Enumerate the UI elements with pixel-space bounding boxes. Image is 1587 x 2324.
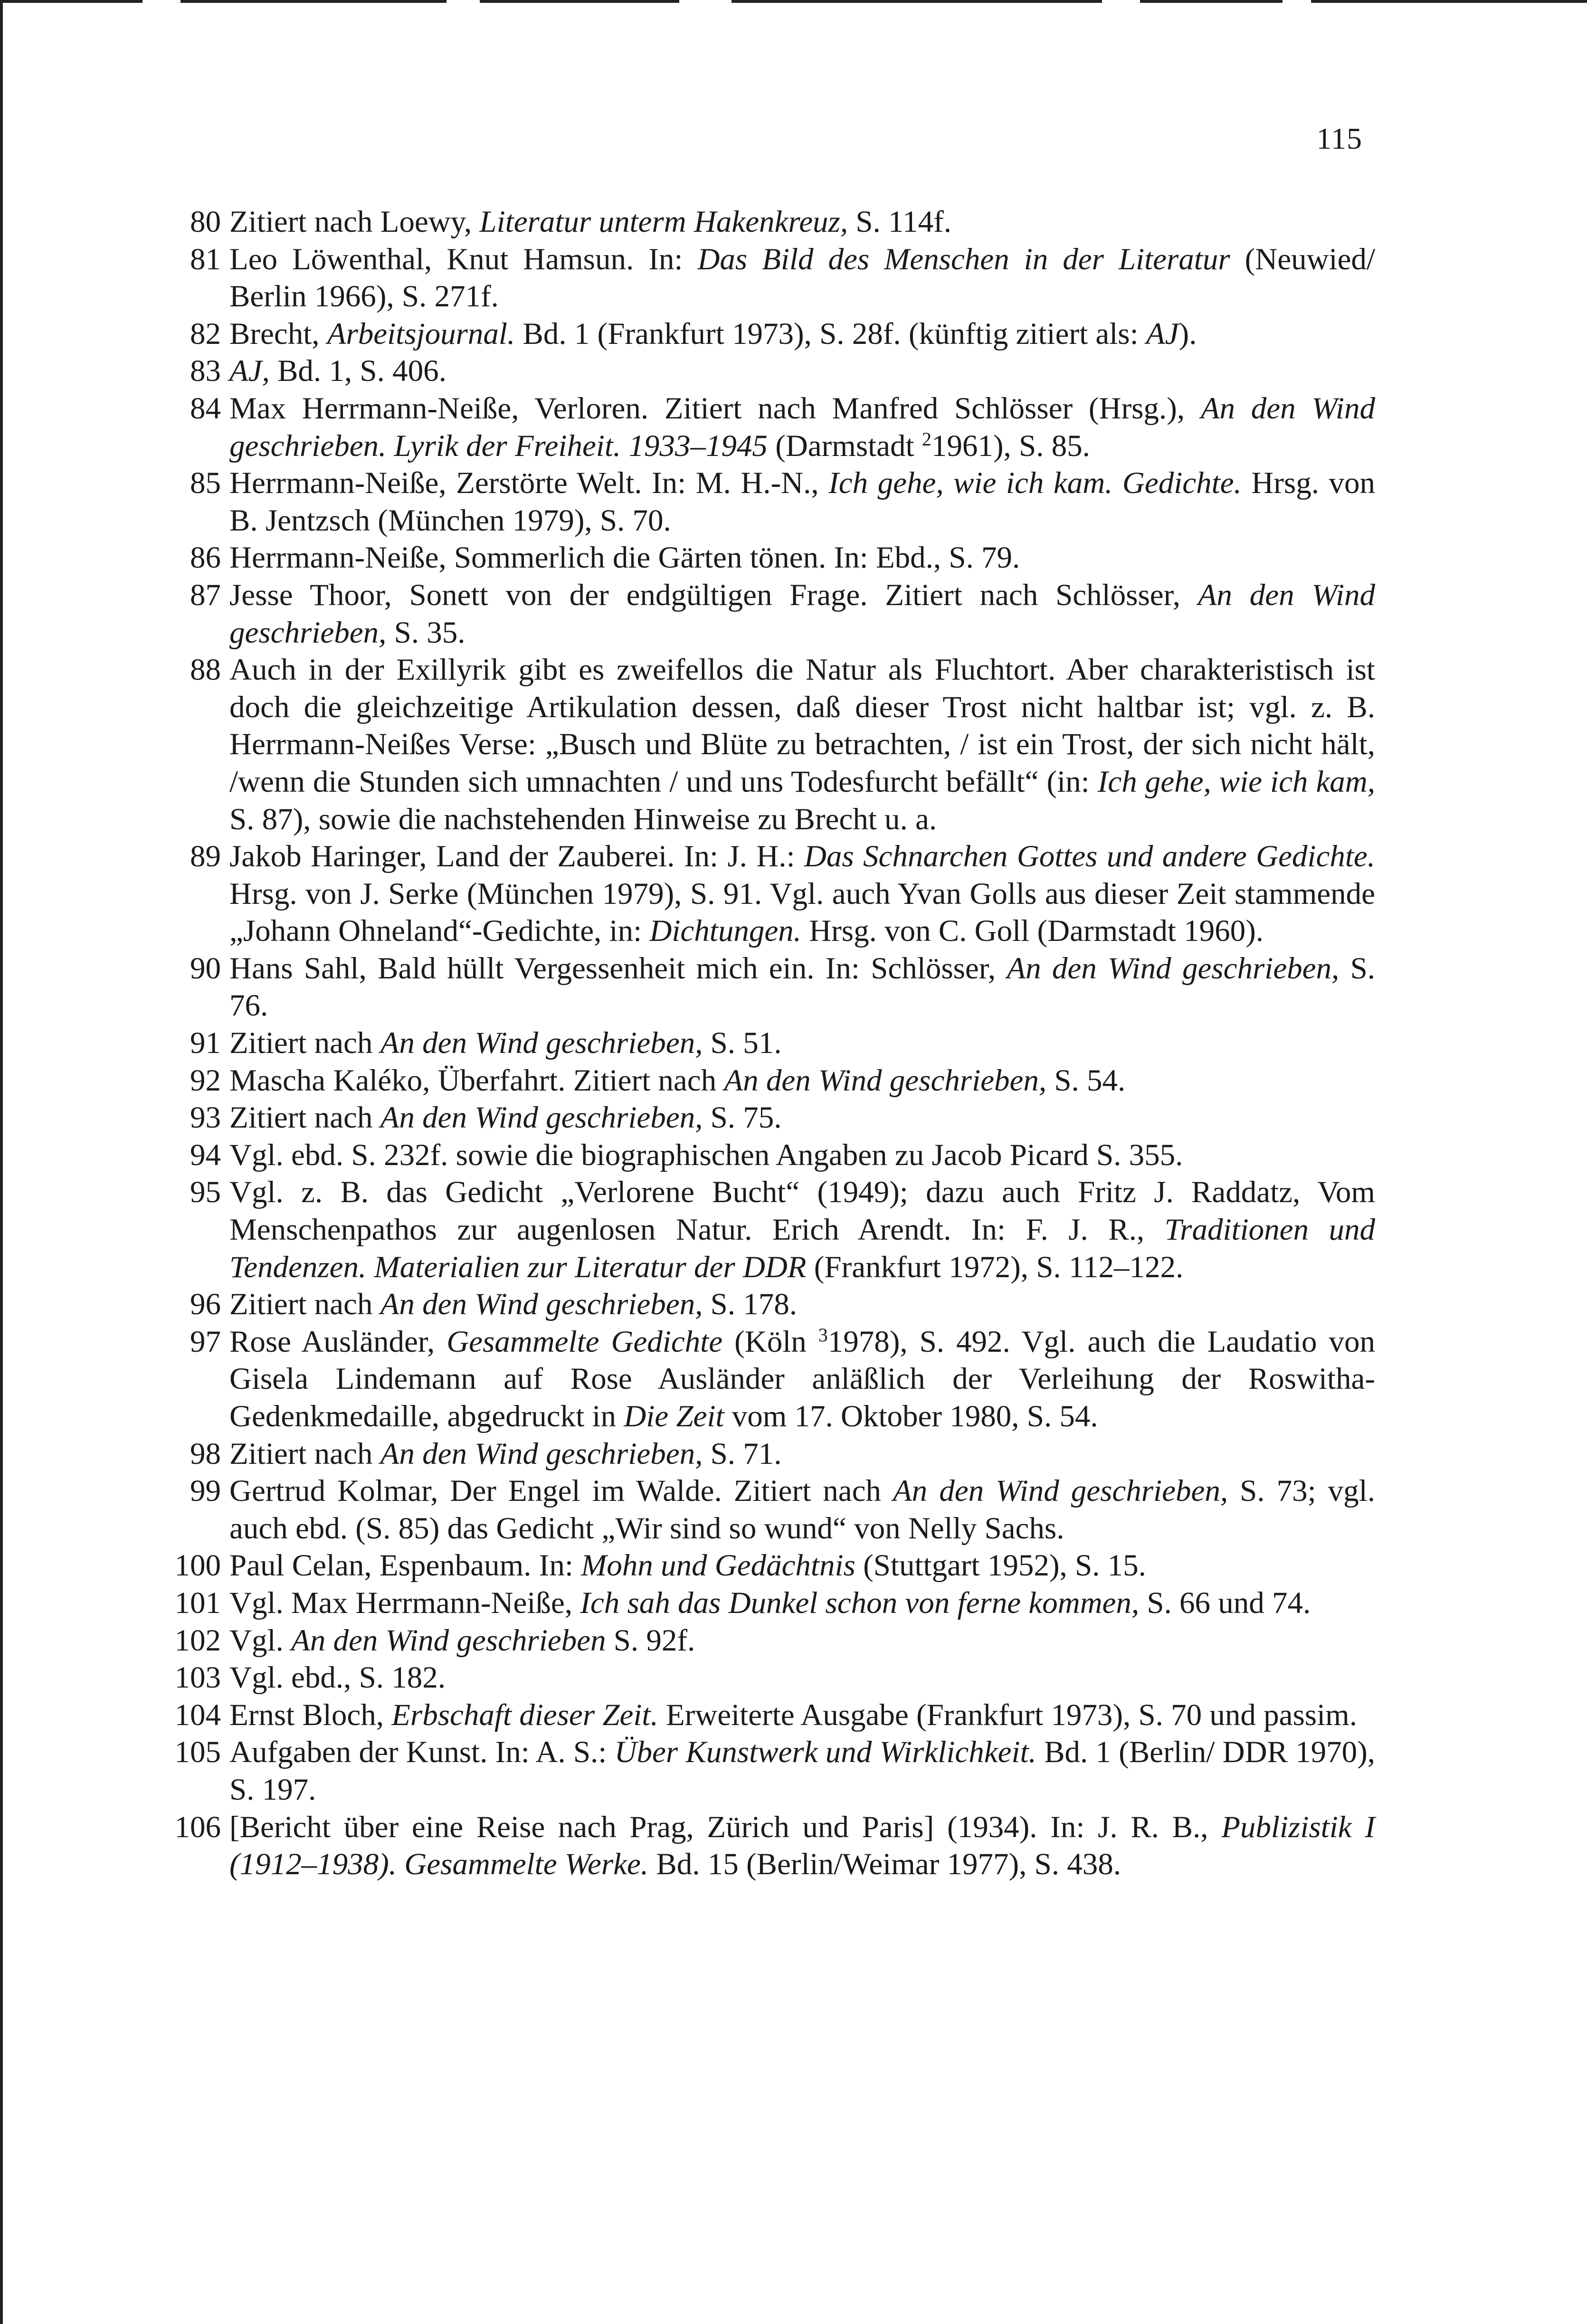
- text-run: Jesse Thoor, Sonett von der endgültigen Frage. Zitiert nach Schlösser,: [229, 578, 1198, 612]
- edition-superscript: 3: [818, 1324, 828, 1346]
- footnote-number: 86: [190, 541, 221, 575]
- footnote-text: [229, 1810, 1375, 1882]
- italic-title: An den Wind geschrieben: [291, 1623, 606, 1658]
- footnote: [164, 241, 1375, 315]
- italic-title: Ich sah das Dunkel schon von ferne kommen,: [580, 1585, 1140, 1620]
- footnote-text: [229, 1623, 695, 1658]
- footnote-number: 102: [174, 1623, 221, 1658]
- text-run: S. 76.: [229, 951, 1375, 1023]
- footnote-number: 82: [190, 316, 221, 351]
- footnote-text: [229, 354, 447, 388]
- text-run: Hans Sahl, Bald hüllt Vergessenheit mich ein. In: Schlösser,: [229, 951, 1007, 986]
- footnote-text: [229, 1586, 1311, 1620]
- footnote: [164, 838, 1375, 950]
- italic-title: Über Kunstwerk und Wirklichkeit.: [614, 1735, 1036, 1770]
- italic-title: Arbeitsjournal.: [327, 316, 515, 351]
- footnote-text: [229, 1325, 1375, 1433]
- text-run: Hrsg. von B. Jentzsch (München 1979), S. 70.: [229, 466, 1375, 538]
- italic-title: An den Wind geschrieben,: [1007, 951, 1340, 986]
- footnote-text: [229, 839, 1375, 948]
- page-number: 115: [1316, 122, 1362, 155]
- text-run: (Frankfurt 1972), S. 112–122.: [806, 1250, 1184, 1284]
- footnote-number: 85: [190, 466, 221, 501]
- text-run: Zitiert nach Loewy,: [229, 205, 480, 239]
- text-run: S. 51.: [703, 1026, 782, 1061]
- italic-title: An den Wind geschrieben,: [724, 1063, 1047, 1098]
- top-edge-rule: [0, 0, 1587, 4]
- text-run: Zitiert nach: [229, 1100, 380, 1135]
- footnote-number: 106: [174, 1810, 221, 1844]
- footnote-text: [229, 1175, 1375, 1284]
- left-page-edge: [0, 0, 3, 2324]
- text-run: Bd. 1, S. 406.: [269, 354, 447, 389]
- italic-title: An den Wind geschrieben,: [380, 1100, 703, 1135]
- text-run: S. 54.: [1046, 1063, 1126, 1098]
- footnote-number: 91: [190, 1026, 221, 1061]
- text-run: Paul Celan, Espenbaum. In:: [229, 1548, 581, 1583]
- text-run: Vgl. z. B. das Gedicht „Verlorene Bucht“ (1949); dazu auch Fritz J. Raddatz, Vom Menschenpathos zur augenlosen Natur. Erich Arendt. In: F. J. R.,: [229, 1175, 1375, 1247]
- footnote-text: [229, 1100, 782, 1135]
- footnote: [164, 950, 1375, 1024]
- footnote-number: 88: [190, 653, 221, 687]
- footnote-number: 99: [190, 1474, 221, 1508]
- footnote-text: [229, 1660, 446, 1695]
- text-run: Vgl. Max Herrmann-Neiße,: [229, 1585, 580, 1620]
- italic-title: AJ,: [229, 354, 270, 389]
- footnote: [164, 1024, 1375, 1062]
- footnote-number: 95: [190, 1175, 221, 1210]
- italic-title: Dichtungen.: [649, 914, 801, 949]
- italic-title: An den Wind geschrieben,: [380, 1026, 703, 1061]
- text-run: S. 114f.: [848, 205, 951, 239]
- footnote-text: [229, 1474, 1375, 1546]
- footnote-number: 96: [190, 1287, 221, 1322]
- footnote-number: 84: [190, 391, 221, 426]
- italic-title: Gesammelte Gedichte: [447, 1324, 723, 1359]
- footnote: [164, 539, 1375, 577]
- italic-title: Mohn und Gedächtnis: [581, 1548, 855, 1583]
- italic-title: Publizistik I (1912–1938). Gesammelte Werke.: [229, 1810, 1375, 1882]
- text-run: S. 87), sowie die nachstehenden Hinweise zu Brecht u. a.: [229, 802, 937, 836]
- footnote-number: 80: [190, 205, 221, 239]
- footnote: [164, 1734, 1375, 1808]
- text-run: Max Herrmann-Neiße, Verloren. Zitiert nach Manfred Schlösser (Hrsg.),: [229, 391, 1201, 426]
- text-run: (Stuttgart 1952), S. 15.: [855, 1548, 1146, 1583]
- footnote-number: 103: [174, 1660, 221, 1695]
- footnote: [164, 1137, 1375, 1174]
- italic-title: An den Wind geschrieben,: [893, 1474, 1228, 1508]
- footnote-text: [229, 1437, 782, 1471]
- text-run: Brecht,: [229, 316, 327, 351]
- footnote: [164, 1286, 1375, 1323]
- footnote: [164, 651, 1375, 838]
- text-run: (Neuwied/ Berlin 1966), S. 271f.: [229, 242, 1375, 314]
- italic-title: Das Bild des Menschen in der Literatur: [697, 242, 1230, 276]
- text-run: Zitiert nach: [229, 1026, 380, 1061]
- text-run: Bd. 1 (Berlin/ DDR 1970), S. 197.: [229, 1735, 1375, 1807]
- text-run: Herrmann-Neiße, Sommerlich die Gärten tönen. In: Ebd., S. 79.: [229, 541, 1020, 575]
- italic-title: AJ: [1146, 316, 1179, 351]
- text-run: Hrsg. von C. Goll (Darmstadt 1960).: [801, 914, 1264, 949]
- footnote-number: 97: [190, 1324, 221, 1359]
- italic-title: An den Wind geschrieben. Lyrik der Freiheit. 1933–1945: [229, 391, 1375, 463]
- footnote-text: [229, 1026, 782, 1060]
- footnote: [164, 1697, 1375, 1734]
- footnote: [164, 390, 1375, 465]
- footnote-text: [229, 653, 1375, 836]
- italic-title: Erbschaft dieser Zeit.: [391, 1698, 658, 1732]
- footnote-text: [229, 951, 1375, 1023]
- footnote-number: 90: [190, 951, 221, 986]
- footnote: [164, 203, 1375, 241]
- footnote-text: [229, 466, 1375, 538]
- footnote: [164, 577, 1375, 651]
- footnote-number: 104: [174, 1698, 221, 1732]
- text-run: Bd. 1 (Frankfurt 1973), S. 28f. (künftig zitiert als:: [515, 316, 1146, 351]
- footnote-number: 100: [174, 1548, 221, 1583]
- text-run: Mascha Kaléko, Überfahrt. Zitiert nach: [229, 1063, 724, 1098]
- text-run: Herrmann-Neiße, Zerstörte Welt. In: M. H.-N.,: [229, 466, 829, 501]
- italic-title: Ich gehe, wie ich kam,: [1097, 764, 1375, 799]
- footnote-text: [229, 1548, 1146, 1583]
- footnote: [164, 1809, 1375, 1883]
- text-run: Ernst Bloch,: [229, 1698, 392, 1732]
- text-run: S. 178.: [703, 1287, 798, 1322]
- footnote: [164, 1659, 1375, 1697]
- footnote: [164, 1435, 1375, 1473]
- footnote: [164, 1062, 1375, 1100]
- italic-title: An den Wind geschrieben,: [380, 1436, 703, 1471]
- footnote-number: 83: [190, 354, 221, 389]
- text-run: Hrsg. von J. Serke (München 1979), S. 91. Vgl. auch Yvan Golls aus dieser Zeit stammende „Johann Ohneland“-Gedichte, in:: [229, 876, 1375, 949]
- text-run: Aufgaben der Kunst. In: A. S.:: [229, 1735, 615, 1770]
- footnote: [164, 1547, 1375, 1584]
- footnote-number: 101: [174, 1585, 221, 1620]
- footnote-number: 93: [190, 1100, 221, 1135]
- footnote: [164, 1472, 1375, 1547]
- footnote-text: [229, 1138, 1183, 1172]
- footnote: [164, 1622, 1375, 1660]
- text-run: S. 35.: [386, 615, 466, 650]
- footnote-text: [229, 1063, 1125, 1098]
- footnote: [164, 1584, 1375, 1622]
- footnote-number: 87: [190, 578, 221, 612]
- text-run: ).: [1178, 316, 1197, 351]
- text-run: 1961), S. 85.: [931, 428, 1090, 463]
- text-run: Zitiert nach: [229, 1436, 380, 1471]
- italic-title: Das Schnarchen Gottes und andere Gedichte.: [804, 839, 1375, 874]
- text-run: S. 75.: [703, 1100, 782, 1135]
- footnote-text: [229, 391, 1375, 463]
- text-run: Bd. 15 (Berlin/Weimar 1977), S. 438.: [648, 1847, 1121, 1882]
- footnote-text: [229, 1287, 797, 1321]
- text-run: [Bericht über eine Reise nach Prag, Zürich und Paris] (1934). In: J. R. B.,: [229, 1810, 1222, 1844]
- footnote-text: [229, 578, 1375, 650]
- italic-title: Ich gehe, wie ich kam. Gedichte.: [828, 466, 1242, 501]
- footnote-text: [229, 317, 1197, 351]
- text-run: S. 73; vgl. auch ebd. (S. 85) das Gedicht „Wir sind so wund“ von Nelly Sachs.: [229, 1474, 1375, 1546]
- italic-title: Die Zeit: [624, 1399, 724, 1433]
- footnote-list: [164, 203, 1375, 1883]
- text-run: Erweiterte Ausgabe (Frankfurt 1973), S. 70 und passim.: [658, 1698, 1357, 1732]
- text-run: vom 17. Oktober 1980, S. 54.: [724, 1399, 1098, 1433]
- footnote-text: [229, 1735, 1375, 1807]
- footnote-number: 98: [190, 1436, 221, 1471]
- text-run: Auch in der Exillyrik gibt es zweifellos die Natur als Fluchtort. Aber charakteristisch ist doch die gleichzeitige Artikulation dessen, daß dieser Trost nicht haltbar ist; vgl. z. B. Herrmann-Neißes Verse: „Busch und Blüte zu betrachten, / ist ein Trost, der sich nicht hält, /wenn die Stunden sich umnachten / und uns Todesfurcht befällt“ (in:: [229, 653, 1375, 799]
- footnote: [164, 1323, 1375, 1435]
- text-run: Vgl. ebd. S. 232f. sowie die biographischen Angaben zu Jacob Picard S. 355.: [229, 1138, 1183, 1172]
- italic-title: Traditionen und Tendenzen. Materialien zur Literatur der DDR: [229, 1213, 1375, 1284]
- footnote-text: [229, 541, 1020, 575]
- footnote-number: 105: [174, 1735, 221, 1770]
- footnote-number: 94: [190, 1138, 221, 1172]
- italic-title: An den Wind geschrieben,: [229, 578, 1375, 650]
- edition-superscript: 2: [922, 428, 931, 450]
- text-run: Vgl.: [229, 1623, 291, 1658]
- text-run: Leo Löwenthal, Knut Hamsun. In:: [229, 242, 698, 276]
- footnote-text: [229, 205, 951, 239]
- text-run: S. 92f.: [606, 1623, 695, 1658]
- footnote-text: [229, 242, 1375, 314]
- footnote-number: 92: [190, 1063, 221, 1098]
- text-run: Zitiert nach: [229, 1287, 380, 1322]
- footnote: [164, 315, 1375, 353]
- footnote: [164, 465, 1375, 539]
- text-run: Jakob Haringer, Land der Zauberei. In: J. H.:: [229, 839, 804, 874]
- footnote-text: [229, 1698, 1357, 1732]
- text-run: Gertrud Kolmar, Der Engel im Walde. Zitiert nach: [229, 1474, 893, 1508]
- text-run: S. 66 und 74.: [1139, 1585, 1311, 1620]
- footnote-number: 81: [190, 242, 221, 276]
- footnote-number: 89: [190, 839, 221, 874]
- italic-title: An den Wind geschrieben,: [380, 1287, 703, 1322]
- footnote: [164, 1099, 1375, 1137]
- text-run: (Darmstadt: [767, 428, 922, 463]
- footnote: [164, 352, 1375, 390]
- text-run: 1978), S. 492. Vgl. auch die Laudatio von Gisela Lindemann auf Rose Ausländer anläßlich der Verleihung der Roswitha-Gedenkmedaille, abgedruckt in: [229, 1324, 1375, 1433]
- footnote: [164, 1174, 1375, 1286]
- text-run: S. 71.: [703, 1436, 782, 1471]
- text-run: (Köln: [722, 1324, 818, 1359]
- text-run: Rose Ausländer,: [229, 1324, 447, 1359]
- italic-title: Literatur unterm Hakenkreuz,: [479, 205, 848, 239]
- text-run: Vgl. ebd., S. 182.: [229, 1660, 446, 1695]
